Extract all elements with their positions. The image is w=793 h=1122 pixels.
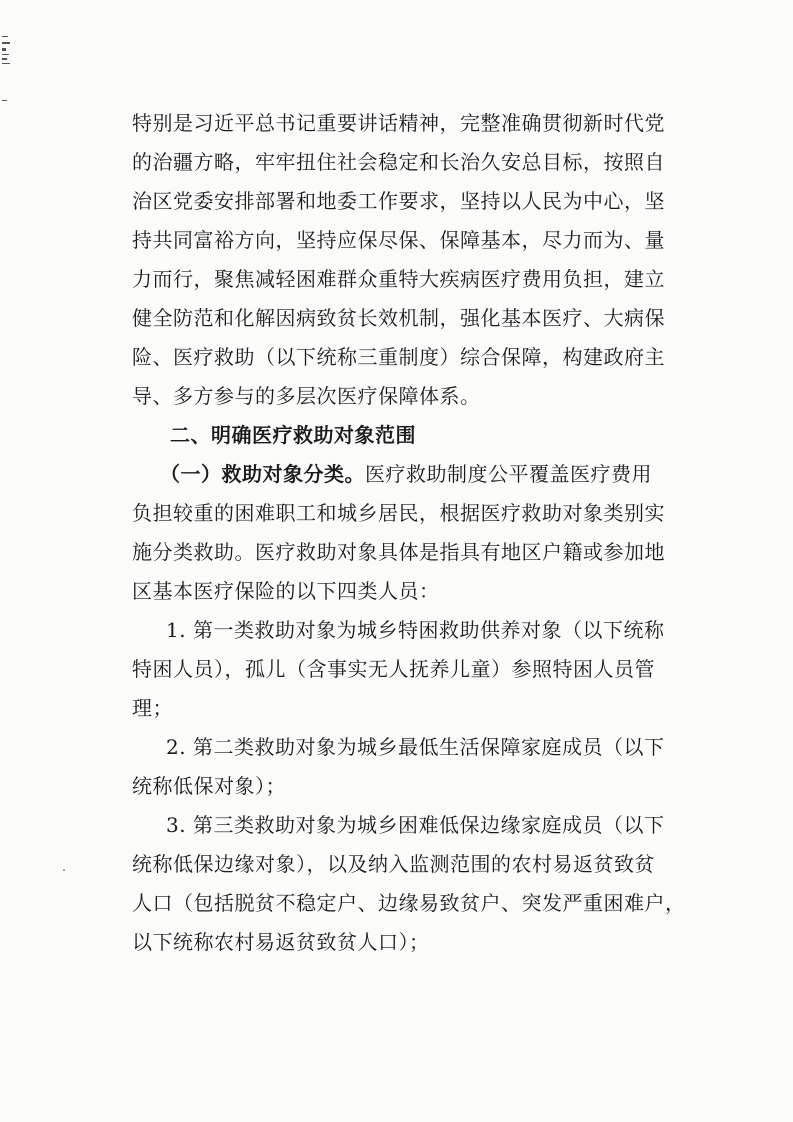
subsection-text: 医疗救助制度公平覆盖医疗费用: [365, 462, 652, 486]
subsection-first-line: [160, 459, 652, 489]
list-item-line: 统称低保边缘对象），以及纳入监测范围的农村易返贫致贫: [132, 852, 655, 876]
paragraph-line: 特别是习近平总书记重要讲话精神，完整准确贯彻新时代党: [132, 111, 665, 135]
list-item-line: 特困人员），孤儿（含事实无人抚养儿童）参照特困人员管: [132, 657, 655, 681]
paragraph-line: 持共同富裕方向，坚持应保尽保、保障基本，尽力而为、量: [132, 228, 665, 252]
binding-marks: [2, 36, 12, 116]
list-item-line: 2. 第二类救助对象为城乡最低生活保障家庭成员（以下: [166, 735, 665, 759]
paragraph-line: 施分类救助。医疗救助对象具体是指具有地区户籍或参加地: [132, 540, 665, 564]
paragraph-line: 负担较重的困难职工和城乡居民，根据医疗救助对象类别实: [132, 501, 665, 525]
paragraph-line: 区基本医疗保险的以下四类人员：: [132, 579, 440, 603]
list-item-line: 理；: [132, 696, 173, 720]
list-item-line: 统称低保对象）；: [132, 774, 286, 798]
scan-speck: [63, 869, 65, 871]
list-item-line: 1. 第一类救助对象为城乡特困救助供养对象（以下统称: [166, 618, 665, 642]
paragraph-line: 险、医疗救助（以下统称三重制度）综合保障，构建政府主: [132, 345, 665, 369]
paragraph-line: 的治疆方略，牢牢扭住社会稳定和长治久安总目标，按照自: [132, 150, 665, 174]
paragraph-line: 导、多方参与的多层次医疗保障体系。: [132, 384, 481, 408]
subsection-label: （一）救助对象分类。: [160, 462, 365, 486]
list-item-line: 3. 第三类救助对象为城乡困难低保边缘家庭成员（以下: [166, 813, 665, 837]
paragraph-line: 力而行，聚焦减轻困难群众重特大疾病医疗费用负担，建立: [132, 267, 665, 291]
section-heading: 二、明确医疗救助对象范围: [170, 423, 416, 447]
list-item-line: 人口（包括脱贫不稳定户、边缘易致贫户、突发严重困难户，: [132, 891, 686, 915]
paragraph-line: 治区党委安排部署和地委工作要求，坚持以人民为中心，坚: [132, 189, 665, 213]
list-item-line: 以下统称农村易返贫致贫人口）；: [132, 930, 430, 954]
paragraph-line: 健全防范和化解因病致贫长效机制，强化基本医疗、大病保: [132, 306, 665, 330]
